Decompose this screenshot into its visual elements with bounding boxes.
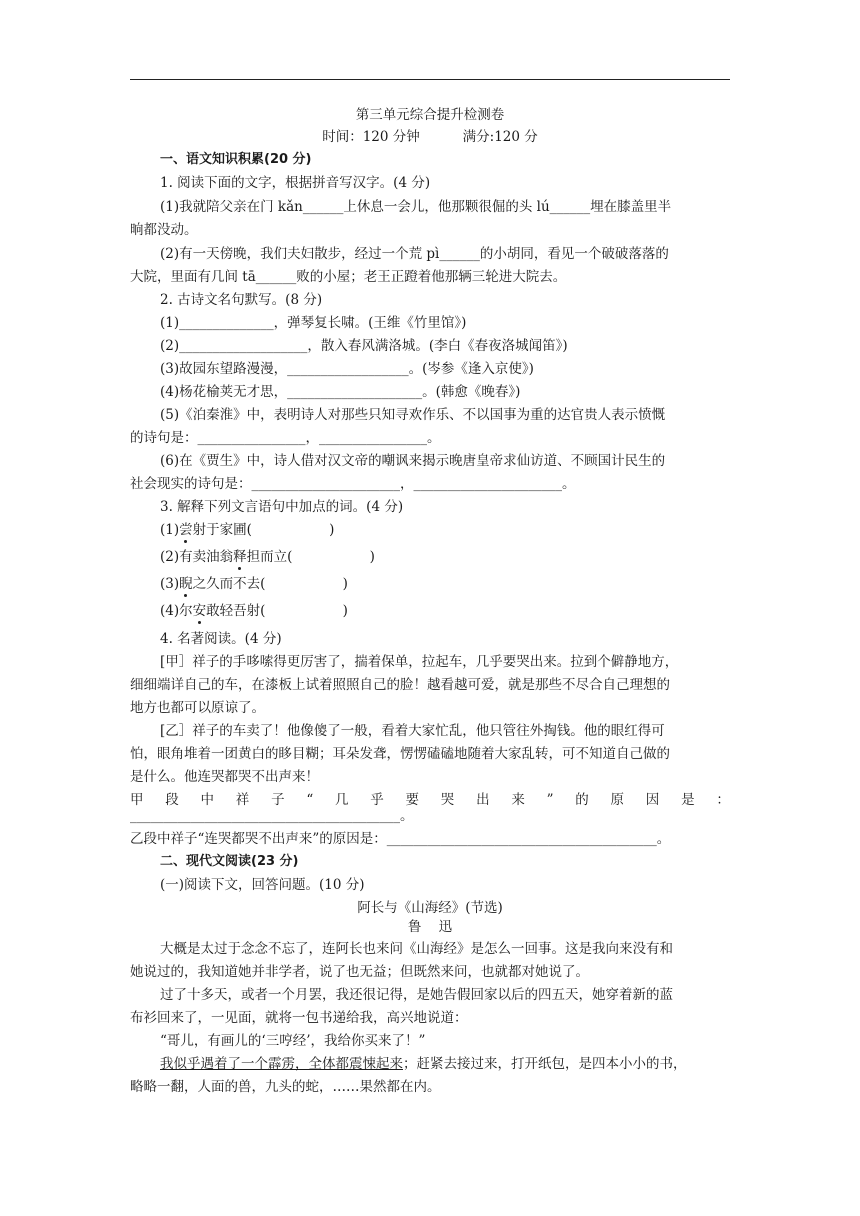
header-rule	[130, 79, 730, 80]
q3-item1-pre: (1)	[160, 522, 180, 538]
q3-item2-pre: (2)有卖油翁	[160, 549, 234, 565]
q3-item3	[130, 575, 730, 593]
q4-q1-char: 子	[271, 792, 285, 808]
q4-q1-char: 段	[165, 792, 179, 808]
q2-item6-line1: (6)在《贾生》中，诗人借对汉文帝的嘲讽来揭示晚唐皇帝求仙访道、不顾国计民生的	[160, 453, 666, 469]
underlined-sentence: 我似乎遇着了一个霹雳，全体都震悚起来	[160, 1056, 403, 1072]
q1-item2-line2: 大院，里面有几间 tā______败的小屋；老王正蹬着他那辆三轮进大院去。	[130, 269, 567, 285]
article-p2-line2: 布衫回来了，一见面，就将一包书递给我，高兴地说道：	[130, 1010, 468, 1026]
q2-item3: (3)故园东望路漫漫，__________________。(岑参《逢入京使》)	[160, 361, 534, 377]
q1-stem: 1. 阅读下面的文字，根据拼音写汉字。(4 分)	[160, 175, 431, 191]
q2-item4: (4)杨花榆荚无才思，____________________。(韩愈《晚春》)	[160, 384, 521, 400]
q3-item3-pre: (3)	[160, 576, 180, 592]
q4-yi-line2: 怕，眼角堆着一团黄白的眵目糊；耳朵发聋，愣愣磕磕地随着大家乱转，可不知道自己做的	[130, 746, 670, 762]
q4-question1-blank: ________________________________________。	[130, 808, 414, 824]
section1-heading: 一、语文知识积累(20 分)	[160, 152, 312, 167]
q3-item2-post: 担而立( )	[246, 549, 375, 565]
q4-question2: 乙段中祥子“连哭都哭不出声来”的原因是：________________________________________。	[130, 831, 671, 847]
q4-q1-char: 原	[610, 792, 625, 808]
article-p4-line2: 略略一翻，人面的兽，九头的蛇，……果然都在内。	[130, 1079, 441, 1095]
q3-item2-dotted-word: 释	[233, 549, 247, 565]
q2-item5-line1: (5)《泊秦淮》中，表明诗人对那些只知寻欢作乐、不以国事为重的达官贵人表示愤慨	[160, 407, 666, 423]
section2-heading: 二、现代文阅读(23 分)	[160, 854, 299, 869]
page-title: 第三单元综合提升检测卷	[355, 107, 505, 123]
q4-q1-char: 是	[681, 792, 695, 808]
q3-item4-dotted-word: 安	[192, 603, 207, 619]
q4-q1-char: ”	[546, 792, 554, 808]
q3-item2	[130, 548, 730, 566]
q4-q1-char: 出	[476, 792, 490, 808]
article-p4-rest: ；赶紧去接过来，打开纸包，是四本小小的书，	[403, 1056, 687, 1072]
article-p1-line2: 她说过的，我知道她并非学者，说了也无益；但既然来问，也就都对她说了。	[130, 964, 589, 980]
q3-item3-dotted-word: 睨	[179, 576, 193, 592]
q4-q1-char: 甲	[130, 792, 144, 808]
q2-item2: (2)___________________，散入春风满洛城。(李白《春夜洛城闻笛》)	[160, 338, 568, 354]
article-author: 鲁 迅	[407, 919, 453, 935]
q2-stem: 2. 古诗文名句默写。(8 分)	[160, 292, 323, 308]
q1-item1-line2: 晌都没动。	[130, 222, 198, 238]
q4-q1-char: 来	[511, 792, 525, 808]
article-p4-line1	[130, 1055, 730, 1073]
q4-yi-line1: [乙］祥子的车卖了！他像傻了一般，看着大家忙乱，他只管往外掏钱。他的眼红得可	[160, 723, 665, 739]
q4-q1-char: “	[306, 792, 314, 808]
article-p1-line1: 大概是太过于念念不忘了，连阿长也来问《山海经》是怎么一回事。这是我向来没有和	[160, 941, 673, 957]
q3-item4-pre: (4)尔	[160, 603, 193, 619]
article-title: 阿长与《山海经》(节选)	[357, 900, 503, 916]
q3-item1-post: 射于家圃( )	[192, 522, 335, 538]
section2-subheading: (一)阅读下文，回答问题。(10 分)	[160, 877, 365, 893]
q4-q1-char: ：	[716, 792, 730, 808]
q4-jia-line3: 地方也都可以原谅了。	[130, 700, 265, 716]
q1-item1-line1: (1)我就陪父亲在门 kǎn______上休息一会儿，他那颗很倔的头 lú______埋在膝盖里半	[160, 199, 672, 215]
q3-item1-dotted-word: 尝	[179, 522, 193, 538]
q4-q1-char: 因	[645, 792, 660, 808]
q4-jia-line2: 细细端详自己的车，在漆板上试着照照自己的脸！越看越可爱，就是那些不尽合自己理想的	[130, 677, 670, 693]
q4-jia-line1: [甲］祥子的手哆嗦得更厉害了，揣着保单，拉起车，几乎要哭出来。拉到个僻静地方，	[160, 654, 679, 670]
q4-yi-line3: 是什么。他连哭都哭不出声来！	[130, 769, 319, 785]
q2-item6-line2: 社会现实的诗句是：______________________，______________________。	[130, 476, 576, 492]
q4-q1-char: 要	[405, 792, 420, 808]
article-p3: “哥儿，有画儿的‘三哼经’，我给你买来了！”	[160, 1033, 426, 1049]
q3-item4-post: 敢轻吾射( )	[206, 603, 348, 619]
time-score-line: 时间：120 分钟 满分:120 分	[322, 129, 538, 145]
q1-item2-line1: (2)有一天傍晚，我们夫妇散步，经过一个荒 pì______的小胡同，看见一个破破落落的	[160, 246, 669, 262]
q3-item3-post: 之久而不去( )	[192, 576, 348, 592]
q4-q1-char: 中	[200, 792, 215, 808]
q3-item1	[130, 521, 730, 539]
article-p2-line1: 过了十多天，或者一个月罢，我还很记得，是她告假回家以后的四五天，她穿着新的蓝	[160, 987, 673, 1003]
q4-q1-char: 的	[575, 792, 589, 808]
q4-q1-char: 几	[335, 792, 349, 808]
q2-item5-line2: 的诗句是：________________，________________。	[130, 430, 441, 446]
q4-q1-char: 祥	[235, 792, 250, 808]
q2-item1: (1)______________，弹琴复长啸。(王维《竹里馆》)	[160, 315, 467, 331]
q4-stem: 4. 名著阅读。(4 分)	[160, 631, 282, 647]
q4-q1-char: 哭	[440, 792, 455, 808]
q4-q1-char: 乎	[370, 792, 384, 808]
q3-item4	[130, 602, 730, 620]
q3-stem: 3. 解释下列文言语句中加点的词。(4 分)	[160, 499, 404, 515]
